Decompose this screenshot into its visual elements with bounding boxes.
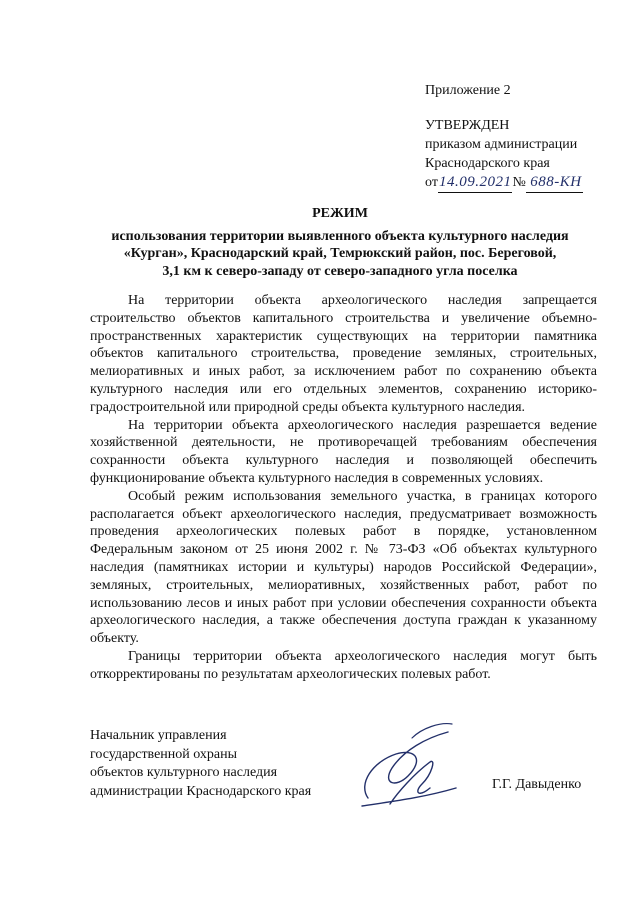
handwritten-signature — [352, 718, 462, 813]
title-heading: РЕЖИМ — [312, 206, 368, 221]
approval-number: 688-КН — [530, 174, 582, 190]
signatory-line-2: государственной охраны — [90, 746, 238, 762]
document-body — [90, 292, 597, 684]
signatory-line-1: Начальник управления — [90, 728, 227, 743]
title-line-2: «Курган», Краснодарский край, Темрюкский район, пос. Береговой, — [123, 246, 557, 261]
appendix-label: Приложение 2 — [425, 83, 511, 98]
approval-date-line — [425, 173, 583, 193]
paragraph: На территории объекта археологического наследия запрещается строительство объектов капитального строительства и увеличение объемно-пространственных характеристик существующих на территории памятника объектов капитального строительства, проведение земляных, строительных, мелиоративных и иных работ, за исключением работ по сохранению объекта культурного наследия или его отдельных элементов, сохранению историко-градостроительной или природной среды объекта культурного наследия. — [90, 293, 597, 415]
title-line-1: использования территории выявленного объекта культурного наследия — [111, 228, 569, 244]
signatory-line-3: объектов культурного наследия — [90, 765, 278, 780]
approval-line-1: приказом администрации — [425, 137, 578, 152]
approval-date: 14.09.2021 — [438, 174, 512, 190]
title-line-3: 3,1 км к северо-западу от северо-западного угла поселка — [162, 263, 518, 279]
signatory-line-4: администрации Краснодарского края — [90, 783, 312, 799]
approval-line-2: Краснодарского края — [425, 156, 550, 171]
approved-label: УТВЕРЖДЕН — [425, 118, 510, 133]
document-title — [70, 205, 610, 280]
signatory-name: Г.Г. Давыденко — [492, 777, 582, 792]
approval-block — [425, 81, 583, 193]
paragraph: Границы территории объекта археологического наследия могут быть откорректированы по результатам археологических полевых работ. — [90, 648, 597, 682]
signatory-position — [90, 727, 311, 801]
paragraph: Особый режим использования земельного участка, в границах которого располагается объект археологического наследия, предусматривает возможность проведения археологических полевых работ в порядке, установленном Федеральным законом от 25 июня 2002 г. № 73-ФЗ «Об объектах культурного наследия (памятниках истории и культуры) народов Российской Федерации», земляных, строительных, мелиоративных, хозяйственных работ, работ по использованию лесов и иных работ при условии обеспечения сохранности объекта археологического наследия, а также обеспечения доступа граждан к указанному объекту. — [90, 488, 597, 647]
date-prefix: от — [425, 175, 438, 190]
paragraph: На территории объекта археологического наследия разрешается ведение хозяйственной деятельности, не противоречащей требованиям обеспечения сохранности объекта культурного наследия и позволяющей обеспечить функционирование объекта культурного наследия в современных условиях. — [90, 417, 597, 486]
number-prefix: № — [512, 175, 526, 190]
